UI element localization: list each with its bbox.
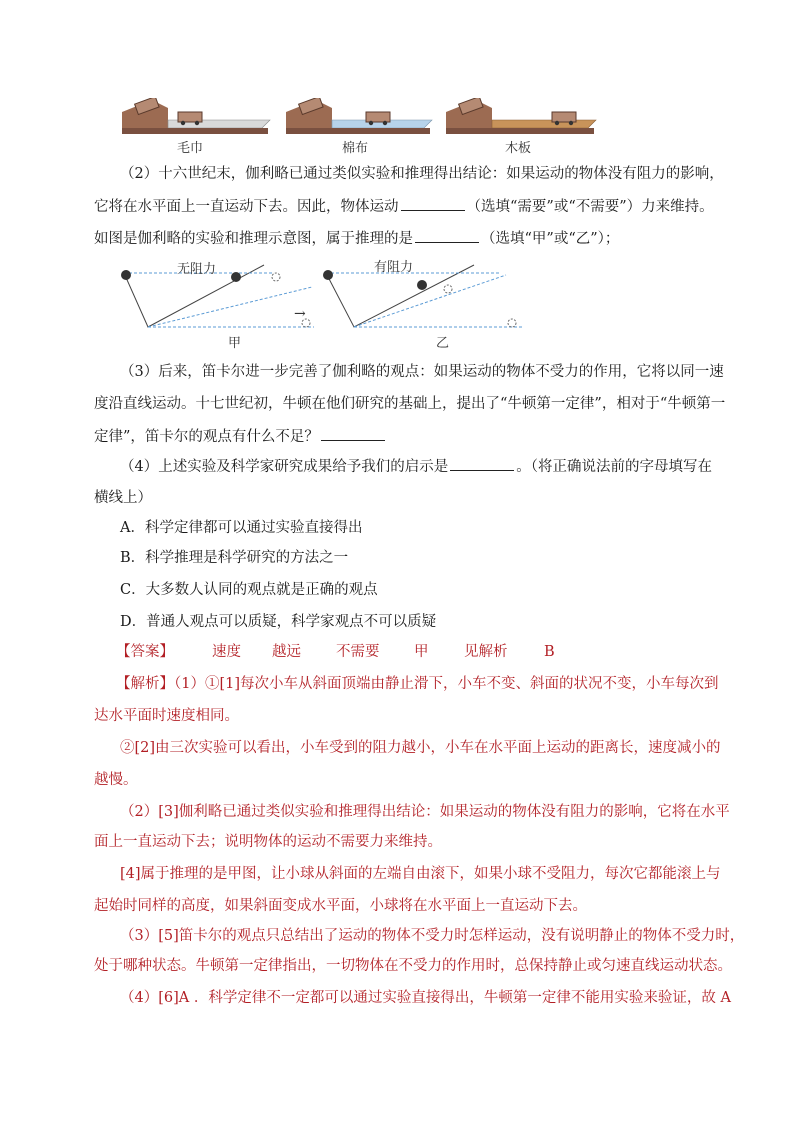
blank-q2-force[interactable] xyxy=(401,196,465,211)
q2-line-2b: （选填“需要”或“不需要”）力来维持。 xyxy=(466,199,714,215)
analysis-marker-2: ② xyxy=(120,740,135,756)
caption-towel: 毛巾 xyxy=(177,141,204,156)
analysis-p6: （4）[6]A ．科学定律不一定都可以通过实验直接得出，牛顿第一定律不能用实验来验证，故 A xyxy=(120,990,731,1006)
analysis-p1-cont: 达水平面时速度相同。 xyxy=(94,708,239,724)
cotton-setup xyxy=(286,98,432,134)
option-b: B．科学推理是科学研究的方法之一 xyxy=(120,550,349,566)
analysis-p2 xyxy=(120,738,721,758)
option-d: D．普通人观点可以质疑，科学家观点不可以质疑 xyxy=(120,614,437,630)
option-c: C．大多数人认同的观点就是正确的观点 xyxy=(120,582,378,598)
blank-q3[interactable] xyxy=(321,426,385,441)
q2-line-1: （2）十六世纪末，伽利略已通过类似实验和推理得出结论：如果运动的物体没有阻力的影响， xyxy=(120,166,724,182)
caption-wood: 木板 xyxy=(505,141,532,156)
analysis-p4: [4]属于推理的是甲图，让小球从斜面的左端自由滚下，如果小球不受阻力，每次它都能滚上与 xyxy=(120,866,721,882)
arrow-icon: → xyxy=(294,306,306,322)
blank-q2-inference[interactable] xyxy=(415,228,479,243)
answer-row xyxy=(116,642,555,662)
answer-6: B xyxy=(544,644,555,660)
analysis-p3: （2）[3]伽利略已通过类似实验和推理得出结论：如果运动的物体没有阻力的影响，它将在水平 xyxy=(120,804,730,820)
label-no-resistance: 无阻力 xyxy=(177,262,217,277)
caption-cotton: 棉布 xyxy=(342,141,369,156)
q2-line-3 xyxy=(94,228,619,249)
q2-line-2a: 它将在水平面上一直运动下去。因此，物体运动 xyxy=(94,199,399,215)
diagram-yi xyxy=(323,265,524,327)
wood-setup xyxy=(446,98,596,134)
diagram-jia xyxy=(121,265,314,327)
blank-q4[interactable] xyxy=(450,456,514,471)
analysis-p2b: [2]由三次实验可以看出，小车受到的阻力越小，小车在水平面上运动的距离长，速度减小的 xyxy=(134,740,721,756)
q3-line-3-text: 定律”，笛卡尔的观点有什么不足？ xyxy=(94,429,319,445)
caption-jia: 甲 xyxy=(228,336,242,351)
q3-line-2: 度沿直线运动。十七世纪初，牛顿在他们研究的基础上，提出了“牛顿第一定律”，相对于“牛顿第一 xyxy=(94,396,726,412)
q2-line-2 xyxy=(94,196,714,217)
q4-line-1b: 。（将正确说法前的字母填写在 xyxy=(516,459,712,475)
analysis-marker-1: ① xyxy=(204,676,220,692)
q4-line-2: 横线上） xyxy=(94,490,152,506)
analysis-p2-cont: 越慢。 xyxy=(94,772,138,788)
q3-line-1: （3）后来，笛卡尔进一步完善了伽利略的观点：如果运动的物体不受力的作用，它将以同一速 xyxy=(120,364,724,380)
label-with-resistance: 有阻力 xyxy=(374,260,414,275)
answer-5: 见解析 xyxy=(464,644,508,660)
q4-line-1 xyxy=(120,456,712,477)
q4-line-1a: （4）上述实验及科学家研究成果给予我们的启示是 xyxy=(120,459,449,475)
analysis-p5-cont: 处于哪种状态。牛顿第一定律指出，一切物体在不受力的作用时，总保持静止或匀速直线运动状态。 xyxy=(94,958,732,974)
answer-2: 越远 xyxy=(272,644,301,660)
q3-line-3 xyxy=(94,426,387,447)
caption-yi: 乙 xyxy=(436,336,450,351)
analysis-p1 xyxy=(116,674,719,694)
q2-line-3b: （选填“甲”或“乙”）； xyxy=(481,231,620,247)
answer-4: 甲 xyxy=(414,644,429,660)
answer-1: 速度 xyxy=(212,644,241,660)
q2-line-3a: 如图是伽利略的实验和推理示意图，属于推理的是 xyxy=(94,231,413,247)
analysis-p1a: （1） xyxy=(174,676,205,692)
answer-label: 【答案】 xyxy=(116,644,174,660)
analysis-p3-cont: 面上一直运动下去；说明物体的运动不需要力来维持。 xyxy=(94,834,442,850)
answer-3: 不需要 xyxy=(336,644,380,660)
analysis-p1c: [1]每次小车从斜面顶端由静止滑下，小车不变、斜面的状况不变，小车每次到 xyxy=(219,676,719,692)
analysis-p5: （3）[5]笛卡尔的观点只总结出了运动的物体不受力时怎样运动，没有说明静止的物体不受力时， xyxy=(120,928,745,944)
towel-setup xyxy=(122,98,270,134)
analysis-p4-cont: 起始时同样的高度，如果斜面变成水平面，小球将在水平面上一直运动下去。 xyxy=(94,898,587,914)
analysis-label: 【解析】 xyxy=(116,676,174,692)
option-a: A．科学定律都可以通过实验直接得出 xyxy=(120,520,363,536)
